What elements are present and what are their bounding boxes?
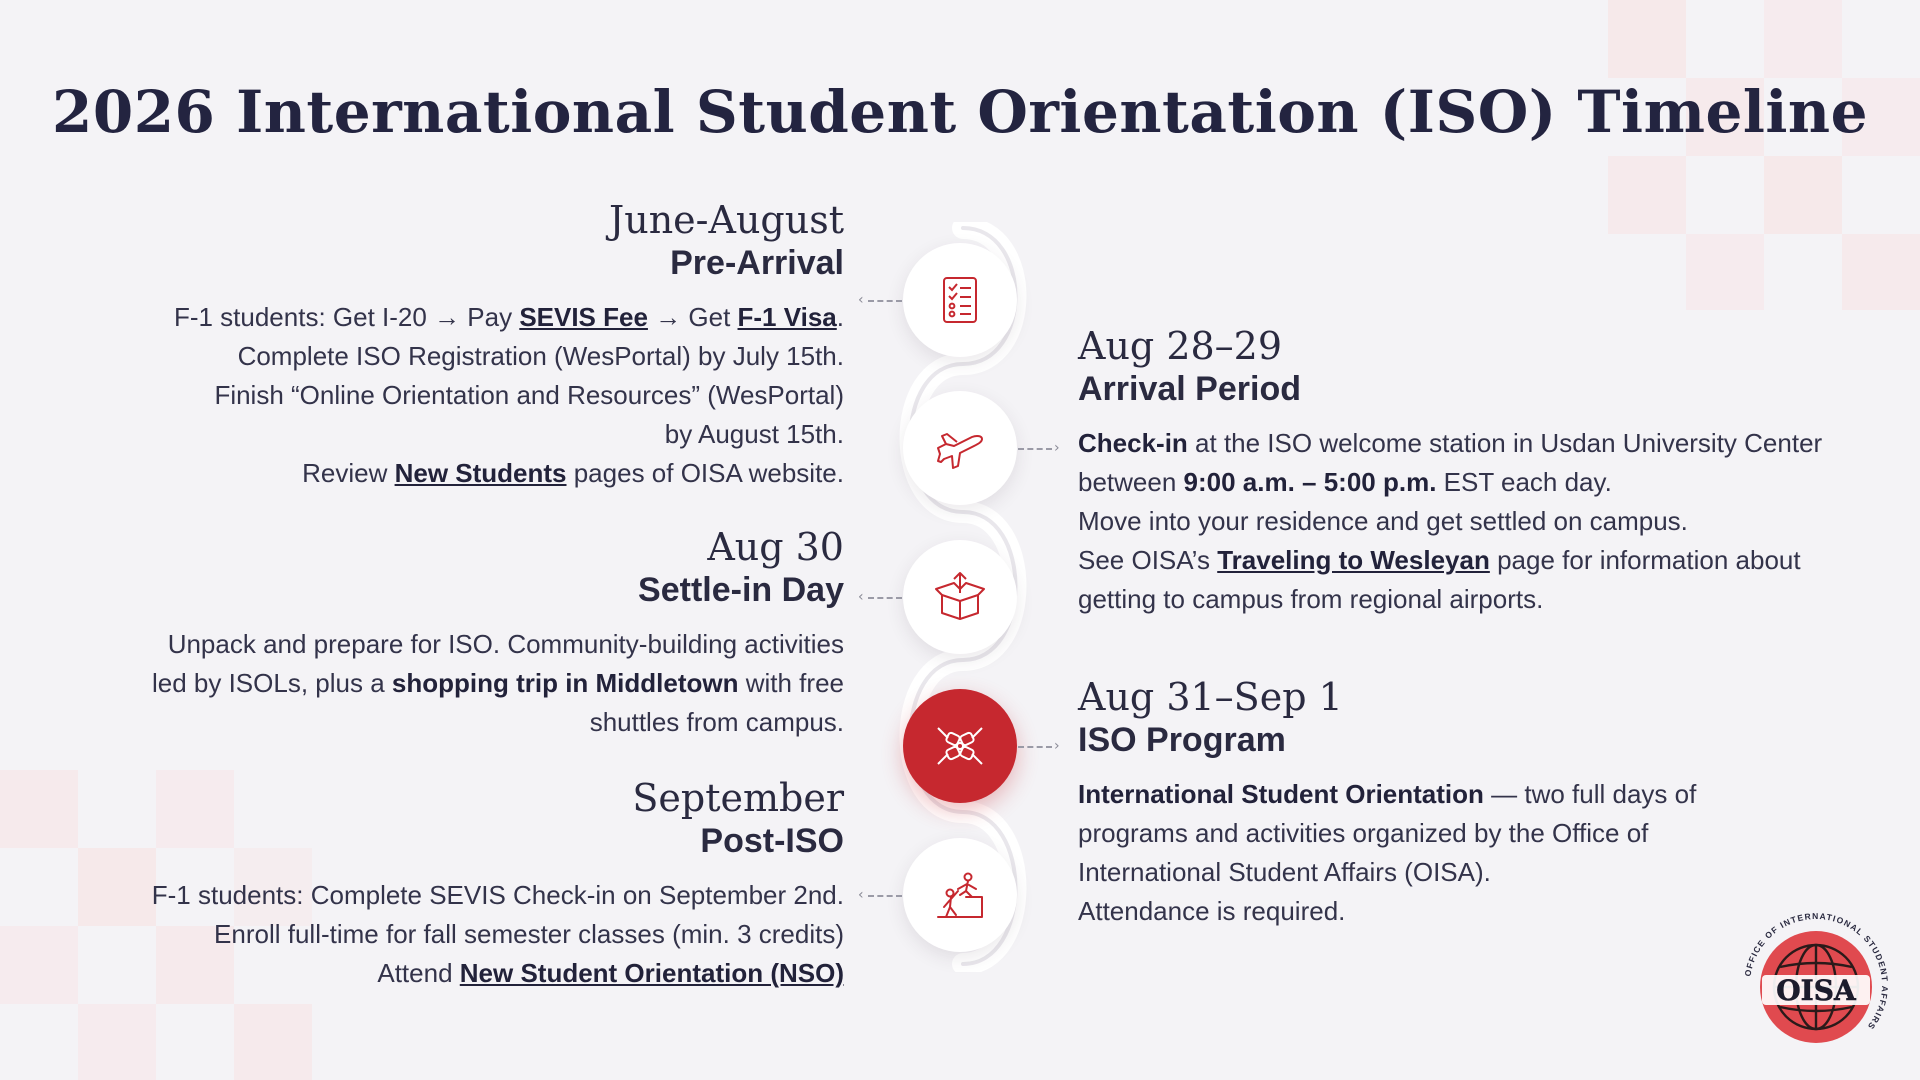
text: programs and activities organized by the Office of — [1078, 818, 1649, 848]
stage-date: Aug 28–29 — [1078, 324, 1283, 368]
text: shuttles from campus. — [589, 707, 844, 737]
f1-visa-link[interactable]: F-1 Visa — [737, 302, 837, 332]
arrow-pre-arrival: ‹ — [858, 294, 902, 306]
arrow-iso-program: › — [1018, 740, 1062, 752]
page-title: 2026 International Student Orientation (ISO) Timeline — [51, 78, 1868, 146]
stage-description — [1078, 424, 1878, 619]
stage-date: Aug 31–Sep 1 — [1078, 675, 1343, 719]
arrow-post-iso: ‹ — [858, 889, 902, 901]
stage-pre-arrival — [84, 198, 844, 493]
text: Review — [302, 458, 395, 488]
text: page for information about — [1489, 545, 1801, 575]
stage-label: Post-ISO — [700, 822, 844, 860]
text: 9:00 a.m. – 5:00 p.m. — [1183, 467, 1437, 497]
stage-post-iso — [84, 776, 844, 993]
text: getting to campus from regional airports. — [1078, 584, 1544, 614]
text: F-1 students: Get I-20 → Pay — [173, 302, 520, 332]
text: — two full days of — [1483, 779, 1697, 809]
text: Move into your residence and get settled on campus. — [1078, 506, 1688, 536]
climbing-help-node — [903, 838, 1017, 952]
text: Check-in — [1078, 428, 1188, 458]
stage-description — [84, 625, 844, 742]
text: at the ISO welcome station in Usdan University Center — [1187, 428, 1823, 458]
text: Finish “Online Orientation and Resources” (WesPortal) — [214, 380, 844, 410]
text: International Student Affairs (OISA). — [1078, 857, 1491, 887]
arrow-arrival: › — [1018, 442, 1062, 454]
stage-description — [84, 298, 844, 493]
stage-date: June-August — [609, 198, 844, 242]
text: pages of OISA website. — [566, 458, 844, 488]
stage-settle-in-day — [84, 525, 844, 742]
stage-label: Pre-Arrival — [670, 244, 844, 282]
text: Attend — [377, 958, 460, 988]
stage-description — [84, 876, 844, 993]
arrow-settle-in: ‹ — [858, 591, 902, 603]
traveling-to-wesleyan-link[interactable]: Traveling to Wesleyan — [1217, 545, 1490, 575]
stage-label: Settle-in Day — [638, 571, 844, 609]
climbing-help-icon — [932, 867, 988, 923]
stage-label: ISO Program — [1078, 721, 1286, 759]
joined-hands-node — [903, 689, 1017, 803]
text: led by ISOLs, plus a — [151, 668, 392, 698]
text: . — [836, 302, 844, 332]
stage-date: Aug 30 — [707, 525, 844, 569]
nso-link[interactable]: New Student Orientation (NSO) — [459, 958, 844, 988]
text: with free — [738, 668, 844, 698]
text: See OISA’s — [1078, 545, 1218, 575]
text: Complete ISO Registration (WesPortal) by July 15th. — [237, 341, 844, 371]
text: International Student Orientation — [1078, 779, 1484, 809]
new-students-link[interactable]: New Students — [394, 458, 567, 488]
joined-hands-icon — [932, 718, 988, 774]
text: Unpack and prepare for ISO. Community-building activities — [167, 629, 844, 659]
text: between — [1078, 467, 1184, 497]
checklist-node — [903, 243, 1017, 357]
logo-center-text: OISA — [1776, 974, 1856, 1007]
stage-date: September — [632, 776, 844, 820]
text: Attendance is required. — [1078, 896, 1346, 926]
airplane-icon — [932, 420, 988, 476]
text: F-1 students: Complete SEVIS Check-in on September 2nd. — [151, 880, 844, 910]
text: EST each day. — [1436, 467, 1612, 497]
stage-arrival-period — [1078, 324, 1878, 619]
logo-ring-text: OFFICE OF INTERNATIONAL STUDENT AFFAIRS — [1742, 910, 1891, 1032]
open-box-node — [903, 540, 1017, 654]
decor-top-right — [1608, 0, 1920, 310]
sevis-fee-link[interactable]: SEVIS Fee — [519, 302, 648, 332]
oisa-logo — [1736, 905, 1896, 1065]
stage-label: Arrival Period — [1078, 370, 1301, 408]
checklist-icon — [932, 272, 988, 328]
stage-iso-program — [1078, 675, 1878, 931]
text: by August 15th. — [664, 419, 844, 449]
text: → Get — [647, 302, 738, 332]
text: shopping trip in Middletown — [391, 668, 739, 698]
text: Enroll full-time for fall semester classes (min. 3 credits) — [214, 919, 844, 949]
airplane-node — [903, 391, 1017, 505]
open-box-icon — [932, 569, 988, 625]
